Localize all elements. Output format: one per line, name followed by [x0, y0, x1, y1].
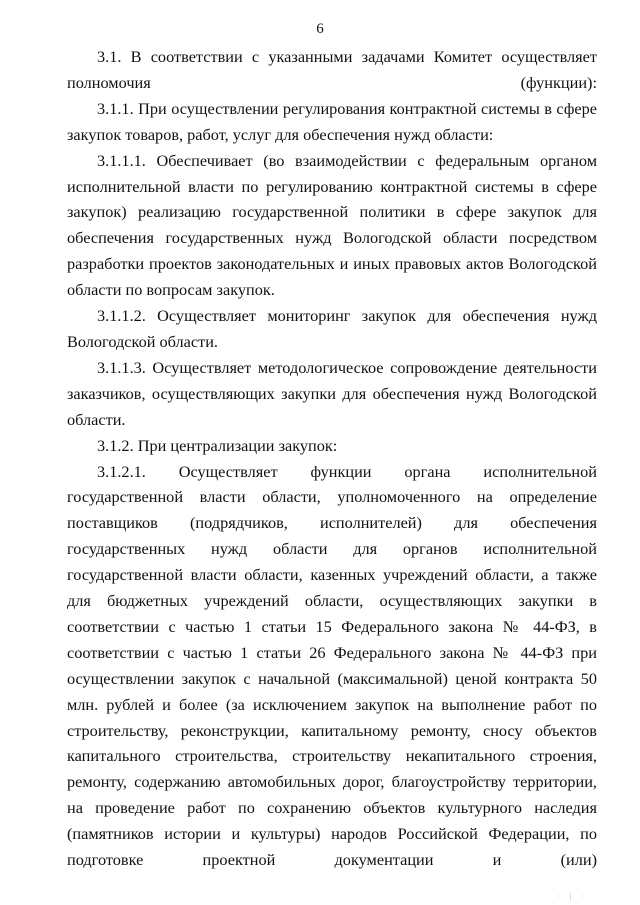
- page-number: 6: [316, 21, 324, 37]
- document-body: [67, 44, 597, 873]
- paragraph-3-1: 3.1. В соответствии с указанными задачами Комитет осуществляет полномочия (функции):: [67, 47, 597, 92]
- scan-edge-marks: · | ·: [557, 892, 588, 901]
- paragraph-3-1-1-1: 3.1.1.1. Обеспечивает (во взаимодействии с федеральным органом исполнительной власти по регулированию контрактной системы в сфере закупок) реализацию государственной политики в сфере закупок для обеспечения государственных нужд Вологодской области посредством разработки проектов законодательных и иных правовых актов Вологодской области по вопросам закупок.: [67, 150, 597, 300]
- paragraph-3-1-2-1: 3.1.2.1. Осуществляет функции органа исполнительной государственной власти области, уполномоченного на определение поставщиков (подрядчиков, исполнителей) для обеспечения государственных нужд области для органов исполнительной государственной власти области, казенных учреждений области, а также для бюджетных учреждений области, осуществляющих закупки в соответствии с частью 1 статьи 15 Федерального закона № 44-ФЗ, в соответствии с частью 1 статьи 26 Федерального закона № 44-ФЗ при осуществлении закупок с начальной (максимальной) ценой контракта 50 млн. рублей и более (за исключением закупок на выполнение работ по строительству, реконструкции, капитальному ремонту, сносу объектов капитального строительства, строительству некапитального строения, ремонту, содержанию автомобильных дорог, благоустройству территории, на проведение работ по сохранению объектов культурного наследия (памятников истории и культуры) народов Российской Федерации, по подготовке проектной документации и (или): [67, 461, 597, 870]
- paragraph-3-1-1-3: 3.1.1.3. Осуществляет методологическое сопровождение деятельности заказчиков, осуществляющих закупки для обеспечения нужд Вологодской области.: [67, 357, 597, 429]
- paragraph-3-1-2: 3.1.2. При централизации закупок:: [97, 435, 338, 455]
- paragraph-3-1-1-2: 3.1.1.2. Осуществляет мониторинг закупок для обеспечения нужд Вологодской области.: [67, 306, 597, 351]
- paragraph-3-1-1: 3.1.1. При осуществлении регулирования контрактной системы в сфере закупок товаров, работ, услуг для обеспечения нужд области:: [67, 98, 597, 144]
